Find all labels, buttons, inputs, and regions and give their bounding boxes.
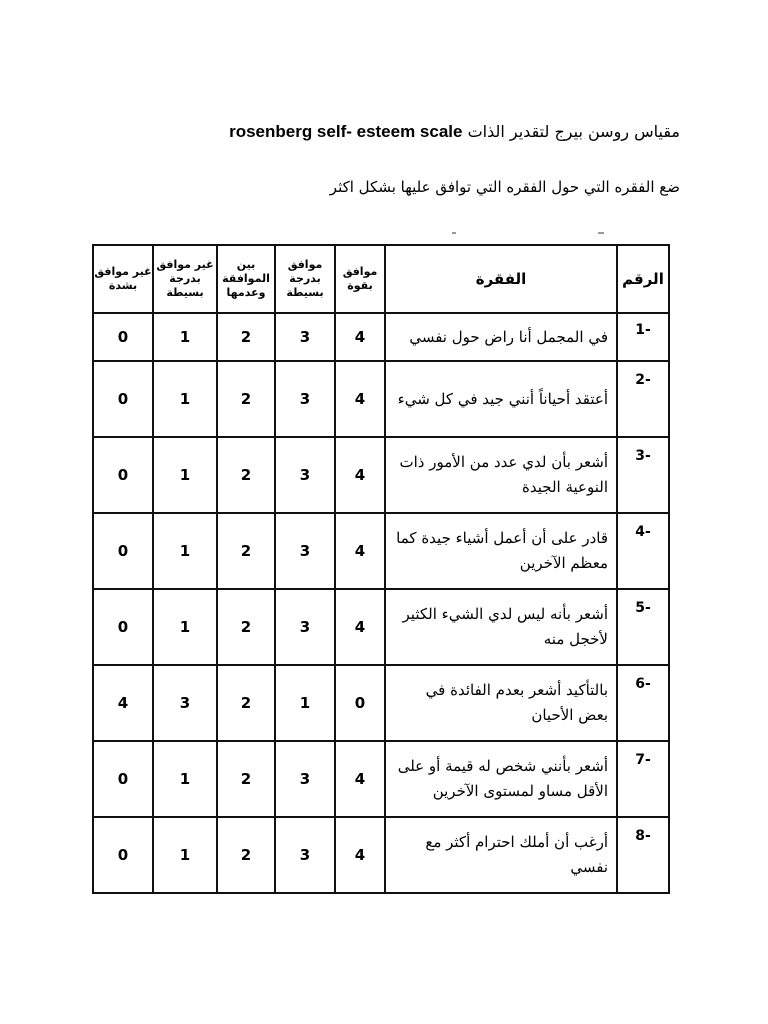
score-cell[interactable]: 2 (217, 741, 275, 817)
score-cell[interactable]: 0 (93, 313, 153, 361)
table-row (93, 513, 669, 589)
row-item: بالتأكيد أشعر بعدم الفائدة في بعض الأحيان (385, 665, 617, 741)
score-cell[interactable]: 3 (275, 513, 335, 589)
row-item: أشعر بأن لدي عدد من الأمور ذات النوعية الجيدة (385, 437, 617, 513)
score-cell[interactable]: 2 (217, 313, 275, 361)
score-cell[interactable]: 1 (275, 665, 335, 741)
instruction-text: ضع الفقره التي حول الفقره التي توافق عليها بشكل اكثر (329, 178, 680, 196)
title-arabic: مقياس روسن بيرج لتقدير الذات (467, 122, 680, 141)
score-cell[interactable]: 1 (153, 741, 217, 817)
score-cell[interactable]: 0 (93, 437, 153, 513)
score-cell[interactable]: 2 (217, 513, 275, 589)
table-row (93, 361, 669, 437)
score-cell[interactable]: 4 (335, 589, 385, 665)
header-item: الفقرة (385, 245, 617, 313)
document-title (229, 122, 680, 142)
score-cell[interactable]: 4 (93, 665, 153, 741)
header-slightly-disagree: غير موافق بدرجة بسيطة (153, 245, 217, 313)
table-row (93, 665, 669, 741)
row-item: أرغب أن أملك احترام أكثر مع نفسي (385, 817, 617, 893)
row-number: -4 (617, 513, 669, 589)
row-item: أعتقد أحياناً أنني جيد في كل شيء (385, 361, 617, 437)
score-cell[interactable]: 1 (153, 589, 217, 665)
table-row (93, 817, 669, 893)
row-number: -6 (617, 665, 669, 741)
score-cell[interactable]: 0 (93, 817, 153, 893)
score-cell[interactable]: 2 (217, 361, 275, 437)
row-item: أشعر بأنه ليس لدي الشيء الكثير لأخجل منه (385, 589, 617, 665)
table-row (93, 589, 669, 665)
score-cell[interactable]: 3 (275, 361, 335, 437)
score-cell[interactable]: 0 (93, 513, 153, 589)
score-cell[interactable]: 4 (335, 741, 385, 817)
score-cell[interactable]: 0 (93, 589, 153, 665)
score-cell[interactable]: 4 (335, 817, 385, 893)
score-cell[interactable]: 1 (153, 437, 217, 513)
score-cell[interactable]: 3 (275, 589, 335, 665)
score-cell[interactable]: 1 (153, 361, 217, 437)
score-cell[interactable]: 2 (217, 437, 275, 513)
score-cell[interactable]: 0 (93, 361, 153, 437)
score-cell[interactable]: 4 (335, 437, 385, 513)
row-item: أشعر بأنني شخص له قيمة أو على الأقل مساو لمستوى الآخرين (385, 741, 617, 817)
score-cell[interactable]: 1 (153, 513, 217, 589)
score-cell[interactable]: 4 (335, 361, 385, 437)
score-cell[interactable]: 2 (217, 589, 275, 665)
score-cell[interactable]: 3 (275, 437, 335, 513)
row-number: -1 (617, 313, 669, 361)
header-slightly-agree: موافق بدرجة بسيطة (275, 245, 335, 313)
score-cell[interactable]: 3 (275, 817, 335, 893)
score-cell[interactable]: 4 (335, 313, 385, 361)
row-number: -2 (617, 361, 669, 437)
score-cell[interactable]: 2 (217, 817, 275, 893)
row-number: -5 (617, 589, 669, 665)
row-item: قادر على أن أعمل أشياء جيدة كما معظم الآخرين (385, 513, 617, 589)
score-cell[interactable]: 3 (275, 313, 335, 361)
header-neutral: بين الموافقة وعدمها (217, 245, 275, 313)
row-item: في المجمل أنا راض حول نفسي (385, 313, 617, 361)
score-cell[interactable]: 2 (217, 665, 275, 741)
table-row (93, 437, 669, 513)
score-cell[interactable]: 3 (153, 665, 217, 741)
header-strongly-agree: موافق بقوة (335, 245, 385, 313)
score-cell[interactable]: 3 (275, 741, 335, 817)
header-number: الرقم (617, 245, 669, 313)
score-cell[interactable]: 1 (153, 817, 217, 893)
row-number: -8 (617, 817, 669, 893)
score-cell[interactable]: 1 (153, 313, 217, 361)
title-english: rosenberg self- esteem scale (229, 122, 463, 141)
header-strongly-disagree: غير موافق بشدة (93, 245, 153, 313)
scan-artifact (96, 232, 666, 238)
row-number: -7 (617, 741, 669, 817)
score-cell[interactable]: 0 (335, 665, 385, 741)
score-cell[interactable]: 4 (335, 513, 385, 589)
score-cell[interactable]: 0 (93, 741, 153, 817)
rosenberg-scale-table (92, 244, 670, 894)
row-number: -3 (617, 437, 669, 513)
table-row (93, 741, 669, 817)
table-row (93, 313, 669, 361)
table-header-row (93, 245, 669, 313)
